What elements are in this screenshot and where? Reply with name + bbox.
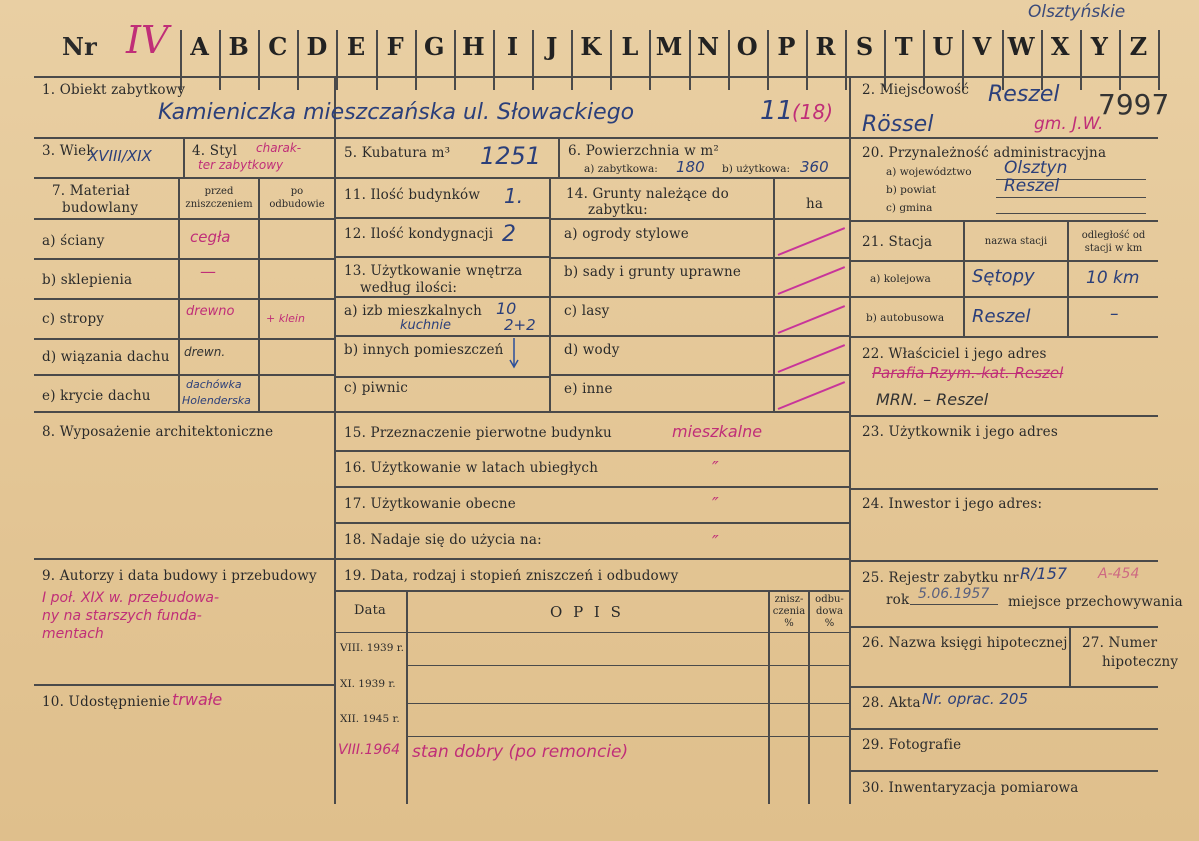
rule: [408, 703, 849, 704]
rule: [34, 558, 334, 560]
letter-divider: [336, 30, 338, 90]
f17-label: 17. Użytkowanie obecne: [344, 496, 516, 512]
letter-h: H: [462, 32, 485, 61]
f19-hw-date: VIII.1964: [338, 742, 401, 758]
letter-divider: [376, 30, 378, 90]
letter-b: B: [228, 32, 249, 61]
letter-divider: [1158, 30, 1160, 90]
f21-a-name: Sętopy: [972, 266, 1035, 287]
f14-row: c) lasy: [564, 303, 610, 319]
f13-kitchen-value: 2+2: [504, 316, 536, 334]
divider: [183, 139, 185, 177]
f1-number-alt: (18): [792, 100, 834, 124]
f13-label-b: według ilości:: [360, 280, 458, 296]
letter-p: P: [777, 32, 796, 61]
letter-t: T: [894, 32, 913, 61]
rule: [34, 374, 334, 376]
divider: [178, 179, 180, 411]
f21-col-dist2: stacji w km: [1084, 243, 1143, 254]
f7-col-before2: zniszczeniem: [185, 199, 253, 210]
letter-divider: [532, 30, 534, 90]
f29-label: 29. Fotografie: [862, 737, 962, 753]
f3-value: XVIII/XIX: [88, 147, 152, 165]
rule: [851, 137, 1158, 139]
f9-label: 9. Autorzy i data budowy i przebudowy: [42, 568, 317, 584]
f14-label-a: 14. Grunty należące do: [566, 186, 729, 202]
f22-label: 22. Właściciel i jego adres: [862, 346, 1047, 362]
f15-label: 15. Przeznaczenie pierwotne budynku: [344, 425, 612, 441]
f21-b-name: Reszel: [972, 306, 1031, 327]
letter-divider: [610, 30, 612, 90]
f25-reg-alt: A-454: [1098, 566, 1140, 582]
rule: [336, 590, 849, 592]
letter-f: F: [386, 32, 404, 61]
nr-label: Nr: [62, 32, 97, 61]
rule: [851, 220, 1158, 222]
rule: [336, 376, 549, 378]
f28-label: 28. Akta: [862, 695, 921, 711]
strike-mark: [778, 305, 846, 334]
f3-label: 3. Wiek: [42, 143, 95, 159]
rule: [851, 728, 1158, 730]
f18-label: 18. Nadaje się do użycia na:: [344, 532, 542, 548]
f9-value-2: ny na starszych funda-: [42, 608, 202, 624]
letter-k: K: [580, 32, 602, 61]
f19-row-date: VIII. 1939 r.: [340, 642, 404, 654]
f4-value-b: ter zabytkowy: [198, 158, 284, 172]
top-note: Olsztyńskie: [1028, 2, 1126, 22]
f14-row: b) sady i grunty uprawne: [564, 264, 742, 280]
letter-divider: [884, 30, 886, 90]
rule: [551, 296, 849, 298]
letter-divider: [1119, 30, 1121, 90]
rule: [408, 736, 849, 737]
letter-divider: [219, 30, 221, 90]
f21-col-dist: odległość od: [1081, 230, 1146, 241]
rule: [851, 260, 1158, 262]
f7-row-after: + klein: [266, 312, 305, 325]
f2-code: 7997: [1098, 88, 1170, 121]
f15-value: mieszkalne: [672, 422, 763, 441]
f21-b-dist: –: [1110, 304, 1119, 324]
rule: [851, 415, 1158, 417]
rule: [336, 296, 549, 298]
f7-row-label: e) krycie dachu: [42, 388, 151, 404]
f19-col-dmg3: %: [784, 618, 794, 629]
rule: [336, 558, 849, 560]
letter-u: U: [932, 32, 954, 61]
f22-value-struck: Parafia Rzym.-kat. Reszel: [872, 364, 1064, 382]
rule: [336, 256, 549, 258]
f21-label: 21. Stacja: [862, 234, 933, 250]
letter-divider: [571, 30, 573, 90]
rule: [336, 522, 849, 524]
letter-divider: [180, 30, 182, 90]
f20-a-value: Olsztyn: [1004, 158, 1068, 178]
f5-value: 1251: [480, 142, 542, 170]
f7-row-label: a) ściany: [42, 233, 105, 249]
f19-col-desc: O P I S: [550, 603, 624, 621]
f6-a-value: 180: [676, 158, 705, 176]
f19-col-dmg2: czenia: [772, 606, 806, 617]
nr-value: IV: [126, 18, 169, 62]
f26-label: 26. Nazwa księgi hipotecznej: [862, 635, 1068, 651]
f25-rok-label: rok: [886, 592, 910, 608]
f7-row-label: c) stropy: [42, 311, 105, 327]
f25-reg-value: R/157: [1020, 564, 1068, 583]
f7-row-before2: Holenderska: [182, 394, 251, 407]
rule: [34, 258, 334, 260]
f16-value: ″: [712, 458, 719, 479]
rule: [34, 218, 334, 220]
letter-divider: [767, 30, 769, 90]
rule: [996, 213, 1146, 214]
letter-divider: [415, 30, 417, 90]
rule: [336, 217, 549, 219]
f7-row-before: cegła: [190, 228, 231, 246]
letter-e: E: [346, 32, 366, 61]
f13-a-label: a) izb mieszkalnych: [344, 303, 483, 319]
f28-value: Nr. oprac. 205: [922, 690, 1029, 708]
f20-b-value: Reszel: [1004, 176, 1060, 196]
letter-divider: [649, 30, 651, 90]
f10-label: 10. Udostępnienie: [42, 694, 171, 710]
divider: [558, 139, 560, 177]
f5-label: 5. Kubatura m³: [344, 145, 451, 161]
f24-label: 24. Inwestor i jego adres:: [862, 496, 1043, 512]
f22-value: MRN. – Reszel: [876, 390, 989, 409]
rule: [336, 486, 849, 488]
f14-label-b: zabytku:: [588, 202, 648, 218]
f27-label-b: hipoteczny: [1102, 654, 1179, 670]
letter-c: C: [268, 32, 288, 61]
letter-m: M: [655, 32, 683, 61]
letter-divider: [728, 30, 730, 90]
strike-mark: [778, 227, 846, 256]
rule: [336, 411, 849, 413]
letter-j: J: [545, 32, 558, 61]
f11-label: 11. Ilość budynków: [344, 187, 481, 203]
f13-kitchen-label: kuchnie: [400, 318, 452, 333]
letter-l: L: [621, 32, 639, 61]
letter-x: X: [1050, 32, 1070, 61]
f7-row-before: drewno: [186, 304, 235, 319]
f11-value: 1.: [504, 184, 524, 208]
f13-label-a: 13. Użytkowanie wnętrza: [344, 263, 523, 279]
letter-divider: [258, 30, 260, 90]
f16-label: 16. Użytkowanie w latach ubiegłych: [344, 460, 599, 476]
f7-col-after2: odbudowie: [269, 199, 325, 210]
f17-value: ″: [712, 494, 719, 515]
letter-w: W: [1007, 32, 1035, 61]
f25-place-label: miejsce przechowywania: [1008, 594, 1183, 610]
rule: [996, 197, 1146, 198]
rule: [551, 218, 849, 220]
strike-mark: [778, 381, 846, 410]
letter-i: I: [506, 32, 519, 61]
f14-unit: ha: [806, 196, 824, 212]
rule: [408, 665, 849, 666]
rule: [851, 560, 1158, 562]
rule: [910, 604, 998, 605]
letter-d: D: [306, 32, 328, 61]
rule: [851, 770, 1158, 772]
f14-row: d) wody: [564, 342, 620, 358]
rule: [551, 335, 849, 337]
letter-divider: [845, 30, 847, 90]
rule: [336, 450, 849, 452]
f19-col-date: Data: [354, 603, 386, 618]
letter-r: R: [815, 32, 836, 61]
letter-divider: [1080, 30, 1082, 90]
f7-label-b: budowlany: [62, 200, 139, 216]
f12-label: 12. Ilość kondygnacji: [344, 226, 494, 242]
rule: [851, 626, 1158, 628]
f21-a-dist: 10 km: [1086, 268, 1140, 288]
letter-divider: [454, 30, 456, 90]
rule: [851, 296, 1158, 298]
rule: [336, 335, 549, 337]
f7-col-after: po: [290, 186, 304, 197]
header-bottom-line: [34, 76, 1158, 78]
rule: [851, 336, 1158, 338]
rule: [34, 684, 334, 686]
f20-label: 20. Przynależność administracyjna: [862, 145, 1107, 161]
f1-value: Kamieniczka mieszczańska ul. Słowackiego: [158, 100, 635, 125]
rule: [551, 257, 849, 259]
letter-divider: [1002, 30, 1004, 90]
f6-b-value: 360: [800, 158, 829, 176]
f4-value-a: charak-: [256, 141, 302, 155]
rule: [34, 177, 334, 179]
letter-v: V: [972, 32, 992, 61]
f6-b-label: b) użytkowa:: [722, 163, 791, 175]
f10-value: trwałe: [172, 690, 223, 709]
f7-col-before: przed: [204, 186, 234, 197]
letter-s: S: [855, 32, 874, 61]
rule: [551, 374, 849, 376]
f6-a-label: a) zabytkowa:: [584, 163, 658, 175]
letter-a: A: [190, 32, 209, 61]
f18-value: ″: [712, 532, 719, 553]
f2-label: 2. Miejscowość: [862, 82, 970, 98]
letter-divider: [923, 30, 925, 90]
rule: [851, 686, 1158, 688]
letter-divider: [962, 30, 964, 90]
letter-z: Z: [1129, 32, 1148, 61]
f21-a-label: a) kolejowa: [870, 273, 931, 285]
f7-row-label: d) wiązania dachu: [42, 349, 170, 365]
f7-row-label: b) sklepienia: [42, 272, 133, 288]
f14-row: e) inne: [564, 381, 613, 397]
f19-col-dmg: znisz-: [774, 594, 804, 605]
f19-col-reb3: %: [824, 618, 835, 629]
f21-col-name: nazwa stacji: [984, 236, 1048, 247]
f19-label: 19. Data, rodzaj i stopień zniszczeń i odbudowy: [344, 568, 679, 584]
rule: [336, 632, 849, 633]
arrow-down-icon: [508, 338, 520, 370]
rule: [851, 488, 1158, 490]
f7-row-before: drewn.: [184, 345, 226, 359]
divider: [258, 179, 260, 411]
f19-hw-desc: stan dobry (po remoncie): [412, 742, 629, 762]
f21-b-label: b) autobusowa: [866, 312, 945, 324]
strike-mark: [778, 344, 846, 373]
f9-value-3: mentach: [42, 626, 104, 642]
letter-o: O: [736, 32, 758, 61]
f7-label-a: 7. Materiał: [52, 183, 130, 199]
f25-rok-value: 5.06.1957: [918, 586, 990, 602]
letter-y: Y: [1090, 32, 1108, 61]
f9-value-1: I poł. XIX w. przebudowa-: [42, 590, 220, 606]
f25-label: 25. Rejestr zabytku nr: [862, 570, 1019, 586]
letter-g: G: [424, 32, 445, 61]
f7-row-before: dachówka: [186, 378, 242, 391]
f8-label: 8. Wyposażenie architektoniczne: [42, 424, 274, 440]
f19-row-date: XII. 1945 r.: [340, 713, 400, 725]
f2-note: gm. J.W.: [1034, 114, 1104, 134]
f19-col-reb: odbu-: [815, 594, 844, 605]
f4-label: 4. Styl: [192, 143, 238, 159]
f20-b-label: b) powiat: [886, 184, 937, 196]
letter-divider: [1041, 30, 1043, 90]
f2-value2: Rössel: [862, 112, 934, 137]
f19-col-reb2: dowa: [816, 606, 843, 617]
divider: [849, 78, 851, 804]
f13-a-value: 10: [496, 299, 517, 318]
letter-divider: [806, 30, 808, 90]
rule: [34, 298, 334, 300]
f14-row: a) ogrody stylowe: [564, 226, 689, 242]
f2-value: Reszel: [988, 82, 1060, 107]
f1-number: 11: [760, 96, 794, 126]
f6-label: 6. Powierzchnia w m²: [568, 143, 719, 159]
f13-c-label: c) piwnic: [344, 380, 409, 396]
rule: [34, 338, 334, 340]
rule: [336, 137, 849, 139]
strike-mark: [778, 266, 846, 295]
f30-label: 30. Inwentaryzacja pomiarowa: [862, 780, 1079, 796]
f19-row-date: XI. 1939 r.: [340, 678, 396, 690]
divider: [1069, 628, 1071, 686]
f20-a-label: a) województwo: [886, 166, 972, 178]
letter-divider: [689, 30, 691, 90]
letter-n: N: [697, 32, 720, 61]
f20-c-label: c) gmina: [886, 202, 933, 214]
f12-value: 2: [502, 222, 516, 247]
f23-label: 23. Użytkownik i jego adres: [862, 424, 1058, 440]
letter-divider: [297, 30, 299, 90]
divider: [406, 592, 408, 804]
f27-label-a: 27. Numer: [1082, 635, 1158, 651]
f13-b-label: b) innych pomieszczeń: [344, 342, 504, 358]
divider: [334, 78, 336, 804]
rule: [34, 411, 334, 413]
f7-row-before: —: [200, 262, 216, 281]
letter-divider: [493, 30, 495, 90]
f1-label: 1. Obiekt zabytkowy: [42, 82, 186, 98]
